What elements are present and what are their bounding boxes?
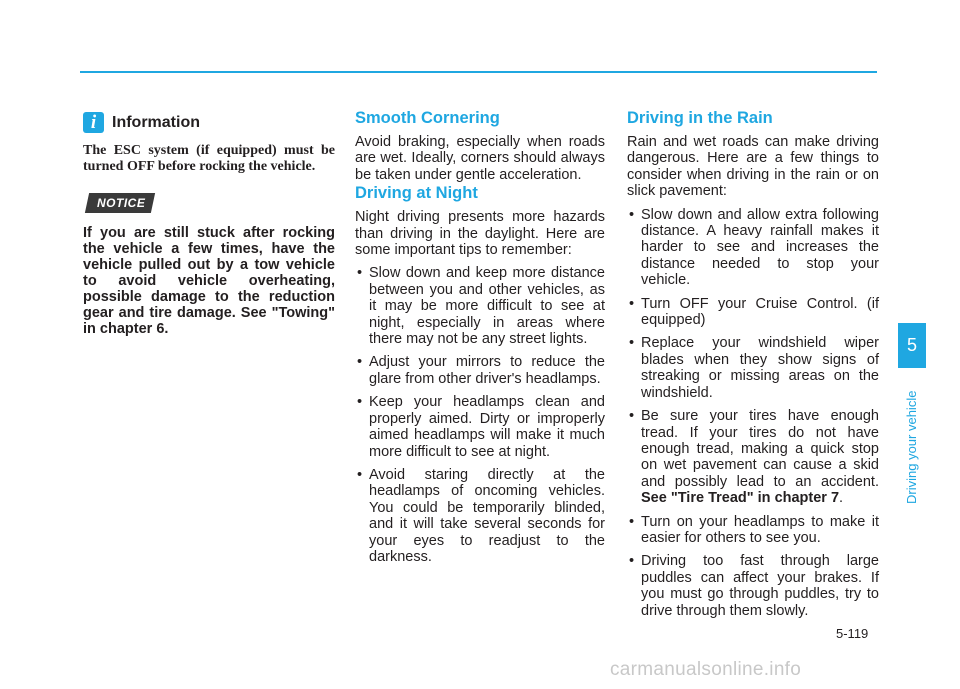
list-item: • Avoid staring directly at the headlamps of oncoming vehicles. You could be temporarily blinded, and it will take several seconds for your eyes to readjust to the darkness. bbox=[355, 467, 605, 565]
smooth-cornering-body: Avoid braking, especially when roads are wet. Ideally, corners should always be taken under gentle acceleration. bbox=[355, 134, 605, 183]
notice-badge: NOTICE bbox=[85, 193, 156, 213]
driving-in-rain-list bbox=[627, 207, 879, 619]
information-title: Information bbox=[112, 113, 200, 131]
list-item: • Adjust your mirrors to reduce the glare from other driver's headlamps. bbox=[355, 354, 605, 387]
information-text: The ESC system (if equipped) must be turned OFF before rocking the vehicle. bbox=[83, 143, 335, 174]
chapter-label: Driving your vehicle bbox=[904, 390, 919, 504]
middle-column bbox=[355, 108, 605, 572]
driving-at-night-body: Night driving presents more hazards than driving in the daylight. Here are some important tips to remember: bbox=[355, 209, 605, 259]
driving-in-rain-body: Rain and wet roads can make driving dangerous. Here are a few things to consider when driving in the rain or on slick pavement: bbox=[627, 134, 879, 200]
list-item-tire-tread bbox=[627, 408, 879, 506]
list-item: • Replace your windshield wiper blades when they show signs of streaking or missing areas on the windshield. bbox=[627, 335, 879, 401]
tire-tread-text: Be sure your tires have enough tread. If your tires do not have enough tread, making a quick stop on wet pavement can cause a skid and possibly lead to an accident. bbox=[641, 408, 879, 490]
list-item: • Slow down and allow extra following distance. A heavy rainfall makes it harder to see and increases the distance needed to stop your vehicle. bbox=[627, 207, 879, 289]
info-icon: i bbox=[83, 112, 104, 133]
list-item: • Turn OFF your Cruise Control. (if equipped) bbox=[627, 296, 879, 329]
header-rule bbox=[80, 71, 877, 73]
section-title-driving-at-night: Driving at Night bbox=[355, 184, 478, 203]
left-column bbox=[83, 108, 335, 337]
list-item: • Driving too fast through large puddles can affect your brakes. If you must go through puddles, try to drive through them slowly. bbox=[627, 553, 879, 619]
driving-at-night-list bbox=[355, 265, 605, 565]
watermark: carmanualsonline.info bbox=[610, 659, 802, 680]
chapter-tab: 5 bbox=[898, 323, 926, 368]
tire-tread-reference: See "Tire Tread" in chapter 7 bbox=[641, 490, 840, 507]
section-title-driving-in-rain: Driving in the Rain bbox=[627, 109, 773, 127]
information-heading bbox=[83, 112, 335, 133]
right-column bbox=[627, 108, 879, 626]
tire-tread-end: . bbox=[839, 490, 844, 507]
list-item: • Slow down and keep more distance between you and other vehicles, as it may be more difficult to see at night, especially in areas where there may not be any street lights. bbox=[355, 265, 605, 347]
notice-text: If you are still stuck after rocking the vehicle a few times, have the vehicle pulled out by a tow vehicle to avoid vehicle overheating, possible damage to the reduction gear and tire damage. See "Towing" in chapter 6. bbox=[83, 225, 335, 337]
list-item: • Turn on your headlamps to make it easier for others to see you. bbox=[627, 514, 879, 547]
list-item: • Keep your headlamps clean and properly aimed. Dirty or improperly aimed headlamps will make it much more difficult to see at night. bbox=[355, 394, 605, 460]
page-number: 5-119 bbox=[836, 626, 869, 641]
section-title-smooth-cornering: Smooth Cornering bbox=[355, 109, 500, 127]
